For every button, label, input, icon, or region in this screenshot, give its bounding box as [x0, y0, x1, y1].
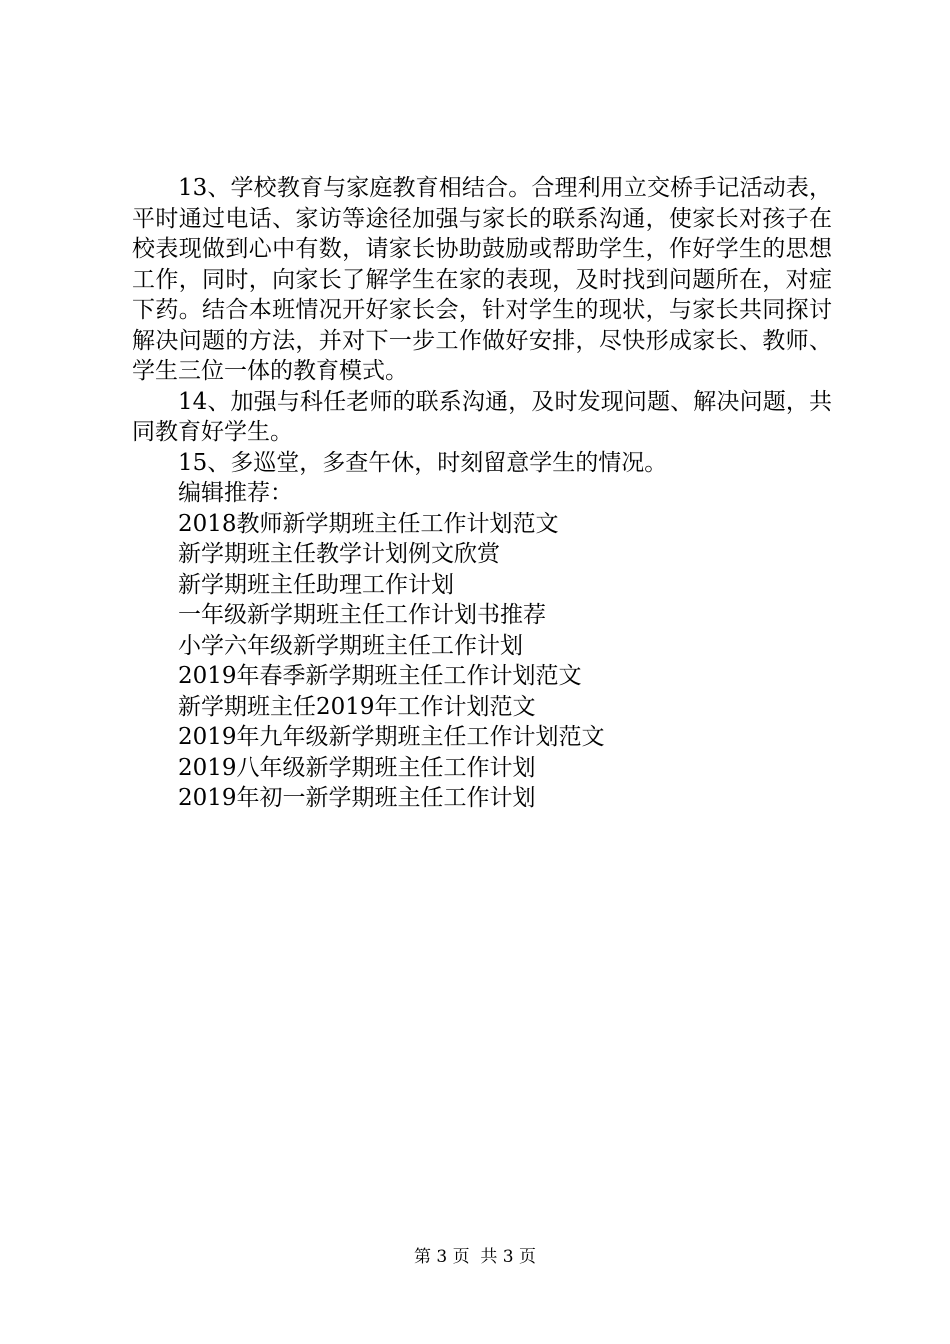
document-body: [132, 173, 832, 814]
paragraph-14: 14、加强与科任老师的联系沟通，及时发现问题、解决问题，共同教育好学生。: [132, 388, 832, 445]
recommendation-link[interactable]: 2019年九年级新学期班主任工作计划范文: [178, 724, 605, 750]
page-footer: 第 3 页 共 3 页: [413, 1247, 537, 1267]
recommendation-link[interactable]: 小学六年级新学期班主任工作计划: [178, 632, 523, 659]
recommendation-link[interactable]: 新学期班主任2019年工作计划范文: [178, 693, 536, 720]
paragraph-15: 15、多巡堂，多查午休，时刻留意学生的情况。: [178, 449, 668, 476]
recommendation-link[interactable]: 一年级新学期班主任工作计划书推荐: [178, 602, 546, 628]
recommendations-heading: 编辑推荐：: [178, 480, 293, 506]
recommendations-list: [132, 509, 832, 814]
recommendation-link[interactable]: 2019年初一新学期班主任工作计划: [178, 785, 536, 811]
recommendation-link[interactable]: 2019年春季新学期班主任工作计划范文: [178, 663, 582, 689]
recommendation-link[interactable]: 新学期班主任教学计划例文欣赏: [178, 541, 500, 567]
recommendation-link[interactable]: 2019八年级新学期班主任工作计划: [178, 754, 536, 781]
recommendation-link[interactable]: 2018教师新学期班主任工作计划范文: [178, 510, 559, 537]
paragraph-13: 13、学校教育与家庭教育相结合。合理利用立交桥手记活动表，平时通过电话、家访等途径加强与家长的联系沟通，使家长对孩子在校表现做到心中有数，请家长协助鼓励或帮助学生，作好学生的思想工作，同时，向家长了解学生在家的表现，及时找到问题所在，对症下药。结合本班情况开好家长会，针对学生的现状，与家长共同探讨解决问题的方法，并对下一步工作做好安排，尽快形成家长、教师、学生三位一体的教育模式。: [132, 175, 832, 384]
recommendation-link[interactable]: 新学期班主任助理工作计划: [178, 571, 454, 598]
